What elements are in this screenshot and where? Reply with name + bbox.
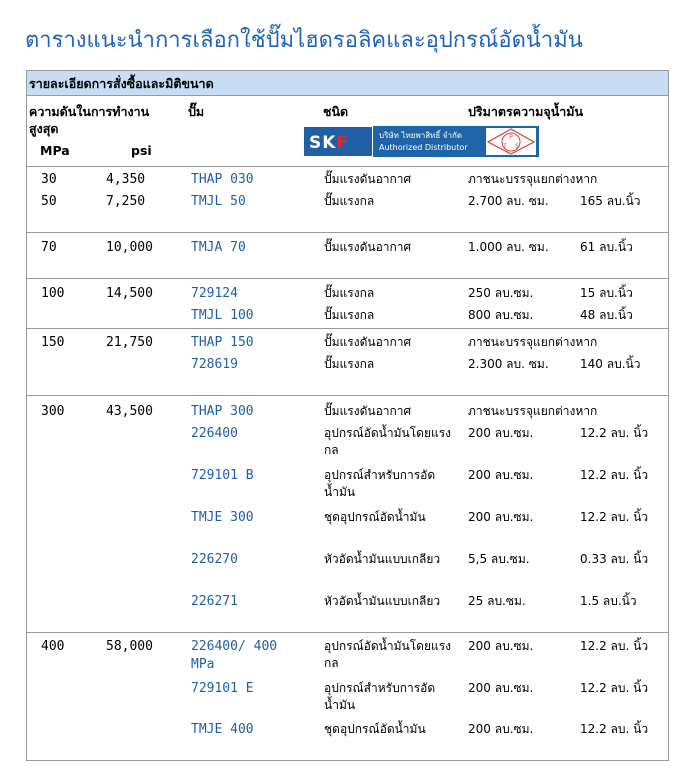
cell-type: ปั๊มแรงดันอากาศ <box>324 240 412 254</box>
skf-distributor-logo <box>303 126 539 157</box>
section-header: รายละเอียดการสั่งซื้อและมิติขนาด <box>27 71 668 96</box>
cell-volume-metric: ภาชนะบรรจุแยกต่างหาก <box>468 172 598 186</box>
svg-text:T: T <box>503 143 507 150</box>
cell-pressure-mpa: 50 <box>41 194 57 209</box>
cell-volume-metric: 2.300 ลบ. ซม. <box>468 357 549 371</box>
header-oil-volume: ปริมาตรความจุน้ำมัน <box>468 104 584 119</box>
cell-type: ชุดอุปกรณ์อัดน้ำมัน <box>324 510 426 524</box>
cell-pump-code: TMJE 400 <box>191 722 254 737</box>
cell-pump-code: 729101 E <box>191 681 254 696</box>
row-group-divider <box>27 395 668 396</box>
cell-pressure-psi: 4,350 <box>106 172 146 187</box>
row-group-divider <box>27 166 668 167</box>
cell-volume-imperial: 12.2 ลบ. นิ้ว <box>580 681 649 695</box>
header-pressure: ความดันในการทำงาน <box>29 104 150 119</box>
cell-pump-code: 729124 <box>191 286 238 301</box>
cell-type: ชุดอุปกรณ์อัดน้ำมัน <box>324 722 426 736</box>
cell-pump-code: 226400/ 400 MPa <box>191 639 278 672</box>
cell-pressure-mpa: 300 <box>41 404 65 419</box>
cell-volume-metric: 25 ลบ.ซม. <box>468 594 526 608</box>
cell-volume-imperial: 140 ลบ.นิ้ว <box>580 357 641 371</box>
cell-volume-imperial: 12.2 ลบ. นิ้ว <box>580 468 649 482</box>
svg-text:P: P <box>509 134 513 141</box>
cell-volume-metric: 200 ลบ.ซม. <box>468 722 534 736</box>
cell-volume-metric: 200 ลบ.ซม. <box>468 639 534 653</box>
cell-type: ปั๊มแรงดันอากาศ <box>324 335 412 349</box>
cell-pressure-psi: 21,750 <box>106 335 153 350</box>
pts-badge-icon <box>486 128 536 155</box>
cell-volume-imperial: 165 ลบ.นิ้ว <box>580 194 641 208</box>
row-group-divider <box>27 278 668 279</box>
svg-text:S: S <box>515 143 519 150</box>
cell-pressure-psi: 43,500 <box>106 404 153 419</box>
cell-type: ปั๊มแรงดันอากาศ <box>324 172 412 186</box>
skf-logo <box>303 126 373 157</box>
cell-volume-imperial: 12.2 ลบ. นิ้ว <box>580 426 649 440</box>
cell-pressure-psi: 58,000 <box>106 639 153 654</box>
header-pressure-max: สูงสุด <box>29 121 59 136</box>
skf-brand: SKF <box>309 133 350 153</box>
cell-pump-code: TMJE 300 <box>191 510 254 525</box>
cell-pump-code: THAP 030 <box>191 172 254 187</box>
cell-volume-imperial: 61 ลบ.นิ้ว <box>580 240 633 254</box>
cell-pressure-psi: 7,250 <box>106 194 146 209</box>
cell-volume-metric: 2.700 ลบ. ซม. <box>468 194 549 208</box>
cell-pump-code: 728619 <box>191 357 238 372</box>
cell-type: ปั๊มแรงดันอากาศ <box>324 404 412 418</box>
row-group-divider <box>27 328 668 329</box>
cell-pressure-mpa: 30 <box>41 172 57 187</box>
cell-pressure-psi: 10,000 <box>106 240 153 255</box>
row-group-divider <box>27 632 668 633</box>
cell-type: อุปกรณ์สำหรับการอัดน้ำมัน <box>324 468 436 499</box>
cell-volume-metric: 200 ลบ.ซม. <box>468 510 534 524</box>
cell-type: ปั๊มแรงกล <box>324 308 375 322</box>
cell-pump-code: 729101 B <box>191 468 254 483</box>
logo-tagline: Authorized Distributor <box>379 143 468 152</box>
cell-volume-imperial: 12.2 ลบ. นิ้ว <box>580 510 649 524</box>
cell-volume-metric: ภาชนะบรรจุแยกต่างหาก <box>468 404 598 418</box>
cell-volume-imperial: 0.33 ลบ. นิ้ว <box>580 552 649 566</box>
cell-pressure-mpa: 400 <box>41 639 65 654</box>
cell-volume-metric: 800 ลบ.ซม. <box>468 308 534 322</box>
cell-pump-code: 226400 <box>191 426 238 441</box>
cell-type: อุปกรณ์สำหรับการอัดน้ำมัน <box>324 681 436 712</box>
cell-volume-metric: 250 ลบ.ซม. <box>468 286 534 300</box>
row-group-divider <box>27 232 668 233</box>
cell-volume-imperial: 12.2 ลบ. นิ้ว <box>580 639 649 653</box>
cell-volume-imperial: 15 ลบ.นิ้ว <box>580 286 633 300</box>
cell-pump-code: 226271 <box>191 594 238 609</box>
header-unit-mpa: MPa <box>40 143 70 158</box>
cell-type: อุปกรณ์อัดน้ำมันโดยแรงกล <box>324 639 452 670</box>
product-table <box>26 70 669 761</box>
cell-volume-metric: 1.000 ลบ. ซม. <box>468 240 549 254</box>
cell-pump-code: TMJL 50 <box>191 194 246 209</box>
logo-company: บริษัท ไทยพาสิทธิ์ จำกัด <box>379 131 463 140</box>
cell-volume-imperial: 1.5 ลบ.นิ้ว <box>580 594 637 608</box>
cell-type: อุปกรณ์อัดน้ำมันโดยแรงกล <box>324 426 452 457</box>
cell-pump-code: THAP 300 <box>191 404 254 419</box>
cell-volume-metric: ภาชนะบรรจุแยกต่างหาก <box>468 335 598 349</box>
cell-pressure-psi: 14,500 <box>106 286 153 301</box>
cell-volume-imperial: 48 ลบ.นิ้ว <box>580 308 633 322</box>
page-title: ตารางแนะนำการเลือกใช้ปั๊มไฮดรอลิคและอุปกรณ์อัดน้ำมัน <box>25 28 583 53</box>
cell-type: หัวอัดน้ำมันแบบเกลียว <box>324 552 441 566</box>
cell-pressure-mpa: 100 <box>41 286 65 301</box>
cell-volume-metric: 5,5 ลบ.ซม. <box>468 552 530 566</box>
cell-pump-code: TMJL 100 <box>191 308 254 323</box>
cell-volume-metric: 200 ลบ.ซม. <box>468 426 534 440</box>
cell-type: ปั๊มแรงกล <box>324 286 375 300</box>
cell-type: หัวอัดน้ำมันแบบเกลียว <box>324 594 441 608</box>
cell-pump-code: 226270 <box>191 552 238 567</box>
cell-pump-code: THAP 150 <box>191 335 254 350</box>
cell-pressure-mpa: 150 <box>41 335 65 350</box>
cell-volume-metric: 200 ลบ.ซม. <box>468 681 534 695</box>
cell-type: ปั๊มแรงกล <box>324 357 375 371</box>
header-unit-psi: psi <box>131 143 152 158</box>
cell-volume-metric: 200 ลบ.ซม. <box>468 468 534 482</box>
cell-volume-imperial: 12.2 ลบ. นิ้ว <box>580 722 649 736</box>
cell-type: ปั๊มแรงกล <box>324 194 375 208</box>
header-type: ชนิด <box>323 104 349 119</box>
cell-pump-code: TMJA 70 <box>191 240 246 255</box>
cell-pressure-mpa: 70 <box>41 240 57 255</box>
header-pump: ปั๊ม <box>188 104 205 119</box>
